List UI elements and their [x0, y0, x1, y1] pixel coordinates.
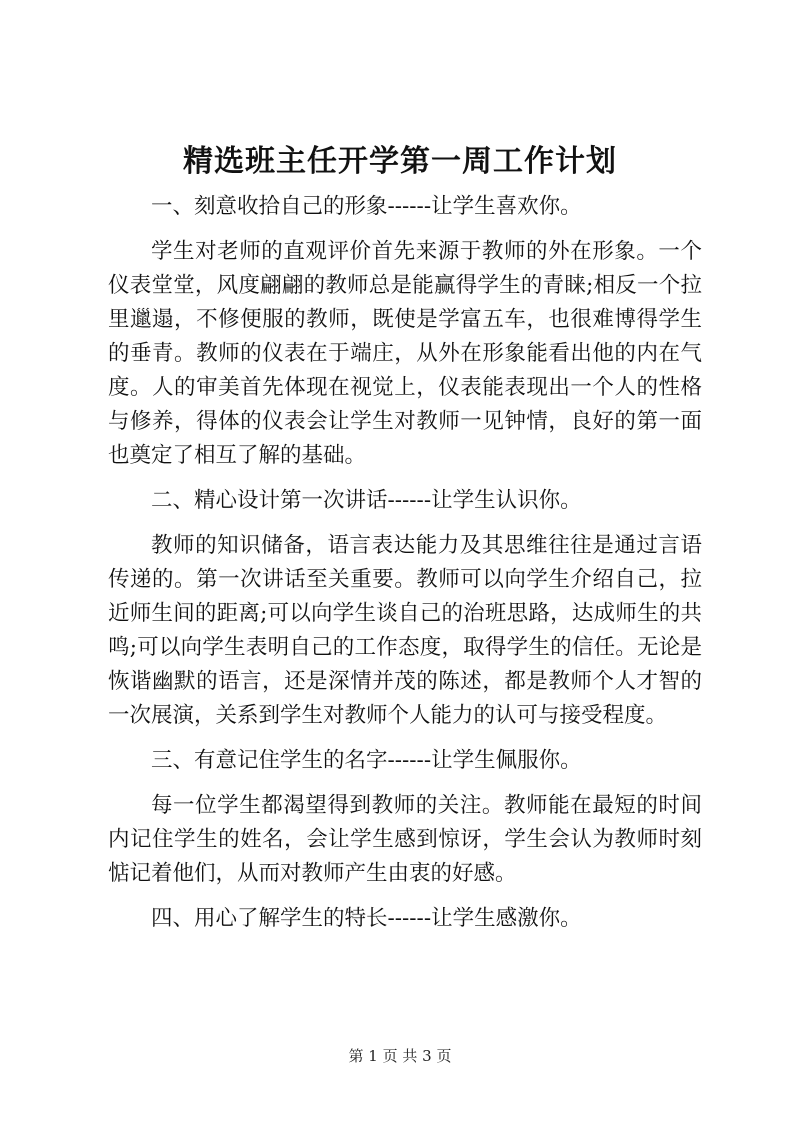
page-number-footer: 第 1 页 共 3 页 [348, 1047, 452, 1065]
section-paragraph-3: 每一位学生都渴望得到教师的关注。教师能在最短的时间内记住学生的姓名，会让学生感到惊讶，学生会认为教师时刻惦记着他们，从而对教师产生由衷的好感。 [108, 793, 702, 886]
document-body [108, 190, 702, 947]
section-heading-4: 四、用心了解学生的特长------让学生感激你。 [151, 906, 582, 931]
section-heading-3: 三、有意记住学生的名字------让学生佩服你。 [151, 748, 582, 773]
document-title: 精选班主任开学第一周工作计划 [183, 144, 617, 179]
section-heading-1: 一、刻意收拾自己的形象------让学生喜欢你。 [151, 194, 582, 219]
section-paragraph-2: 教师的知识储备，语言表达能力及其思维往往是通过言语传递的。第一次讲话至关重要。教师可以向学生介绍自己，拉近师生间的距离;可以向学生谈自己的治班思路，达成师生的共鸣;可以向学生表明自己的工作态度，取得学生的信任。无论是恢谐幽默的语言，还是深情并茂的陈述，都是教师个人才智的一次展演，关系到学生对教师个人能力的认可与接受程度。 [108, 533, 702, 728]
section-heading-2: 二、精心设计第一次讲话------让学生认识你。 [151, 488, 582, 513]
section-paragraph-1: 学生对老师的直观评价首先来源于教师的外在形象。一个仪表堂堂，风度翩翩的教师总是能赢得学生的青睐;相反一个拉里邋遢，不修便服的教师，既使是学富五车，也很难博得学生的垂青。教师的仪表在于端庄，从外在形象能看出他的内在气度。人的审美首先体现在视觉上，仪表能表现出一个人的性格与修养，得体的仪表会让学生对教师一见钟情，良好的第一面也奠定了相互了解的基础。 [108, 239, 702, 468]
